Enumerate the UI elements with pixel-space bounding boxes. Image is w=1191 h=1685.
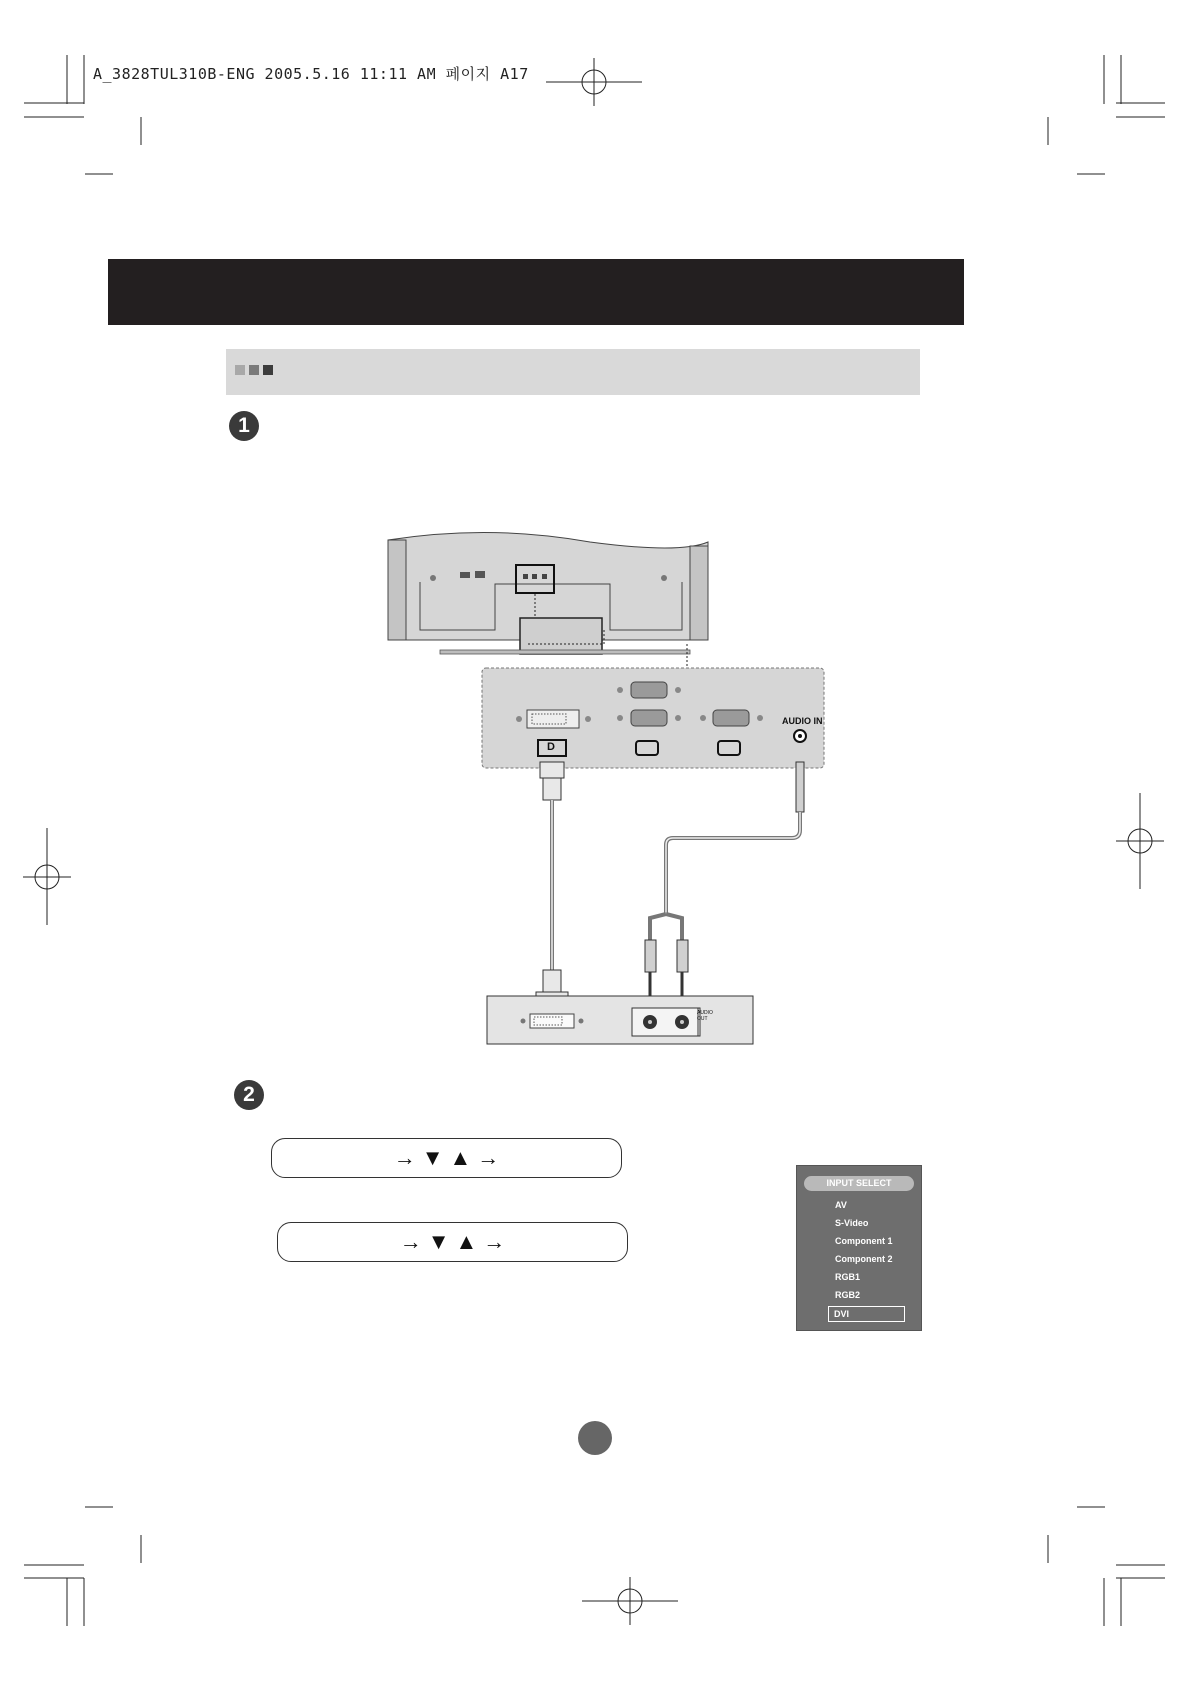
page-number-badge	[578, 1421, 612, 1455]
sequence-row-1	[271, 1138, 622, 1178]
audio-in-label: AUDIO IN	[782, 716, 823, 726]
down-triangle-icon: ▼	[427, 1229, 450, 1254]
step-1-badge: 1	[229, 411, 259, 441]
menu-item-rgb2[interactable]: RGB2	[835, 1290, 861, 1300]
audio-out-label: AUDIO OUT	[697, 1010, 713, 1022]
connection-diagram	[380, 530, 840, 1050]
menu-item-av[interactable]: AV	[835, 1200, 847, 1210]
input-select-menu	[796, 1165, 922, 1331]
pc-back-panel-illustration	[487, 996, 753, 1044]
sequence-row-2	[277, 1222, 628, 1262]
arrow-right-icon: →	[477, 1145, 500, 1170]
print-header: A_3828TUL310B-ENG 2005.5.16 11:11 AM 페이지 A17	[93, 65, 529, 83]
menu-item-component-1[interactable]: Component 1	[835, 1236, 893, 1246]
up-triangle-icon: ▲	[455, 1229, 478, 1254]
section-square-2	[249, 365, 259, 375]
connector-panel-illustration	[482, 668, 824, 768]
section-square-3	[263, 365, 273, 375]
up-triangle-icon: ▲	[449, 1145, 472, 1170]
title-bar	[108, 259, 964, 325]
down-triangle-icon: ▼	[421, 1145, 444, 1170]
section-bar	[226, 349, 920, 395]
step-2-badge: 2	[234, 1080, 264, 1110]
dvi-cable-illustration	[536, 762, 568, 1008]
input-select-title: INPUT SELECT	[804, 1176, 914, 1191]
section-square-1	[235, 365, 245, 375]
audio-cable-illustration	[645, 762, 804, 1010]
menu-item-component-2[interactable]: Component 2	[835, 1254, 893, 1264]
menu-item-dvi[interactable]: DVI	[828, 1306, 905, 1322]
arrow-right-icon: →	[399, 1229, 422, 1254]
dvi-symbol-label: D	[547, 741, 555, 753]
menu-item-s-video[interactable]: S-Video	[835, 1218, 869, 1228]
arrow-right-icon: →	[483, 1229, 506, 1254]
arrow-right-icon: →	[393, 1145, 416, 1170]
monitor-back-illustration	[388, 532, 708, 668]
menu-item-rgb1[interactable]: RGB1	[835, 1272, 861, 1282]
